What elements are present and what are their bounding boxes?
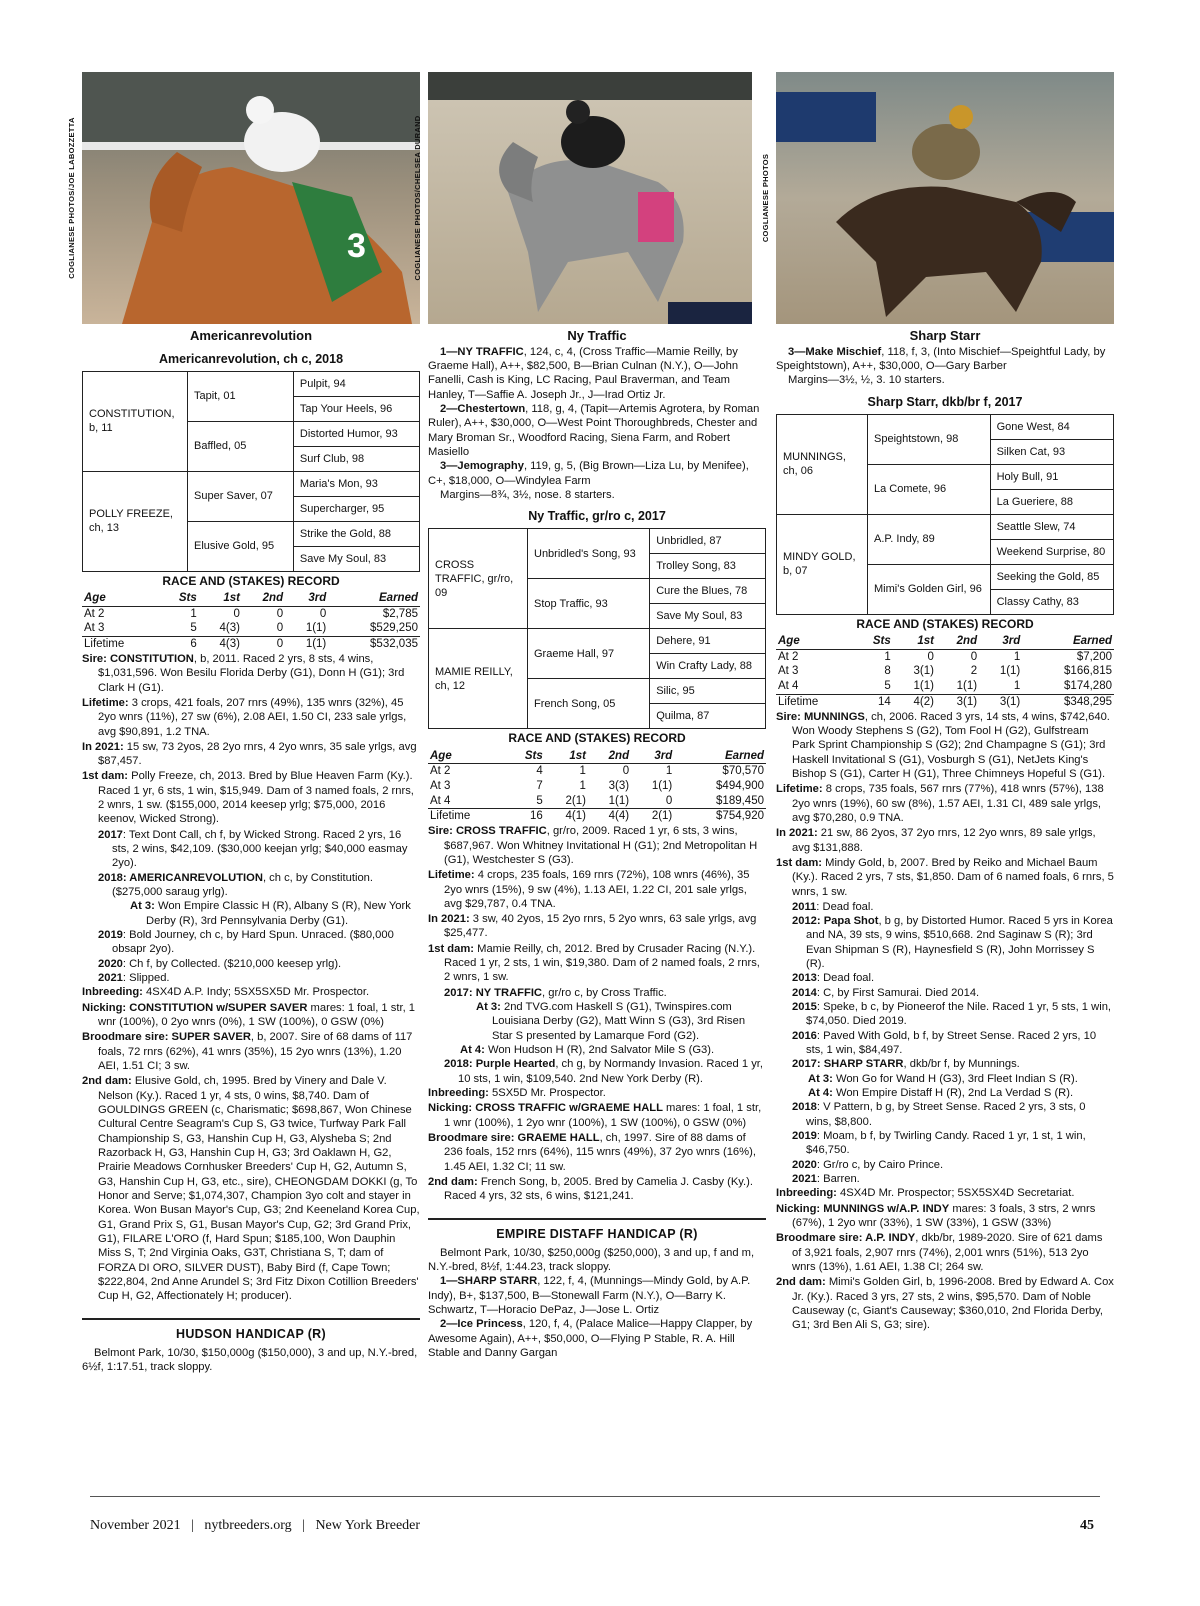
text-paragraph: 1st dam: Mindy Gold, b, 2007. Bred by Reiko and Michael Baum (Ky.). Raced 2 yrs, 7 sts, $1,850. Dam of 6 named foals, 6 rnrs, 5 wnrs, 1 sw. xyxy=(776,856,1114,898)
text-paragraph: At 3: Won Empire Classic H (R), Albany S (R), New York Derby (R), 3rd Pennsylvania Derby (G1). xyxy=(130,900,411,927)
dam-cell: MAMIE REILLY, ch, 12 xyxy=(429,629,528,729)
text-paragraph: Broodmare sire: GRAEME HALL, ch, 1997. Sire of 88 dams of 236 foals, 152 rnrs (64%), 115 wnrs (49%), 37 2yo wnrs (16%), 1.45 AEI, 1.32 CI; 11 sw. xyxy=(428,1132,756,1173)
text-paragraph: Lifetime: 8 crops, 735 foals, 567 rnrs (77%), 418 wnrs (57%), 138 2yo wnrs (19%), 60 sw (8%), 1.57 AEI, 1.31 CI, 489 sale yrlgs, avg $70,280, 0.9 TNA. xyxy=(776,783,1104,824)
record-header: Sts xyxy=(160,591,199,606)
record-cell: 4 xyxy=(536,765,543,778)
record-cell: Lifetime xyxy=(776,694,854,709)
text-paragraph: Nicking: CONSTITUTION w/SUPER SAVER mares: 1 foal, 1 str, 1 wnr (100%), 0 2yo wnrs (0%), 1 SW (100%), 0 GSW (0%) xyxy=(82,1001,416,1029)
record-cell: 0 xyxy=(276,607,284,620)
text-paragraph: At 3: 2nd TVG.com Haskell S (G1), Twinspires.com Louisiana Derby (G2), Matt Winn S (G3), 3rd Risen Star S presented by Lamarque Ford (G2). xyxy=(476,1001,746,1042)
record-cell: $529,250 xyxy=(370,622,418,635)
text-paragraph: 1—NY TRAFFIC, 124, c, 4, (Cross Traffic—Mamie Reilly, by Graeme Hall), A++, $82,500, B—Brian Culnan (N.Y.), O—John Fanelli, Cash is King, LC Racing, Paul Braverman, and Team Hanley, T—Saffie A. Joseph Jr., J—Irad Ortiz Jr. xyxy=(428,345,739,401)
sire-cell: MUNNINGS, ch, 06 xyxy=(777,414,868,514)
text-paragraph: 2019: Moam, b f, by Twirling Candy. Raced 1 yr, 1 st, 1 win, $46,750. xyxy=(792,1130,1086,1157)
record-row xyxy=(776,694,1114,709)
race-results xyxy=(776,345,1114,388)
record-cell: At 3 xyxy=(778,665,799,678)
race-results xyxy=(428,345,766,503)
photo-caption: Sharp Starr xyxy=(909,328,981,343)
record-cell: 5 xyxy=(884,680,891,693)
pedigree-title: Americanrevolution, ch c, 2018 xyxy=(158,351,344,366)
record-cell: 1(1) xyxy=(999,665,1021,678)
race-details: Belmont Park, 10/30, $250,000g ($250,000), 3 and up, f and m, N.Y.-bred, 8½f, 1:44.23, track sloppy. xyxy=(428,1246,755,1274)
column-3 xyxy=(761,72,1114,1334)
record-cell: At 2 xyxy=(778,650,799,663)
record-cell: 1 xyxy=(579,765,586,778)
record-header: 2nd xyxy=(242,591,285,606)
pedigree-title: Sharp Starr, dkb/br f, 2017 xyxy=(867,394,1023,409)
text-paragraph: 2020: Gr/ro c, by Cairo Prince. xyxy=(792,1158,944,1171)
footer-rule xyxy=(90,1496,1100,1497)
record-cell: 0 xyxy=(927,650,934,663)
text-paragraph: 2nd dam: Elusive Gold, ch, 1995. Bred by Vinery and Dale V. Nelson (Ky.). Raced 1 yr, 4 sts, 0 wins, $8,740. Dam of GOULDINGS GREEN (c, Charismatic; $698,867, Won Chinese Cultural Centre Seagram's Cup S, G3 twice, Turfway Park Fall Championship S, G3, Hanshin Cup H, G3, Alysheba S; 2nd Razorback H, G3, Hanshin Cup H, G3; 3rd Oaklawn H, G2, Prairie Meadows Cornhusker Breeders' Cup H, G2, Autumn S, G3, Hanshin Cup H, G3, etc., sire), CHEONGDAM DOKKI (g, To Honor and Serve; $1,074,307, Champion 3yo colt and stayer in Korea. Won Busan Mayor's Cup, G3; 2nd Keeneland Korea Cup, G1, Grand Prix S, G1, Busan Mayor's Cup, G2; 3rd Grand Prix, G1), FILARE L'ORO (f, Hard Spun; $185,100, Won Dauphin Miss S, T; 2nd Virginia Oaks, G3T, Christiana S, T; dam of FORZA DI ORO, SILVER DUST), Baby Bird (f, Cape Town; $222,804, 2nd Anne Arundel S; 3rd Fitz Dixon Cotillion Breeders' Cup H, G2, Affectionately H; producer). xyxy=(82,1075,420,1303)
race-record-table xyxy=(776,634,1114,710)
dam-foals xyxy=(82,828,420,986)
breeding-info xyxy=(776,1186,1114,1332)
record-row xyxy=(428,764,766,779)
text-paragraph: At 4: Won Empire Distaff H (R), 2nd La Verdad S (R). xyxy=(808,1087,1074,1100)
record-title: RACE AND (STAKES) RECORD xyxy=(856,616,1034,631)
record-cell: At 2 xyxy=(430,765,451,778)
race-record-table xyxy=(82,591,420,652)
record-cell: 5 xyxy=(190,622,197,635)
footer: November 2021 | nytbreeders.org | New York Breeder xyxy=(90,1518,421,1533)
text-paragraph: In 2021: 15 sw, 73 2yos, 28 2yo rnrs, 4 2yo wnrs, 35 sale yrlgs, avg $87,457. xyxy=(82,740,417,768)
photo-caption: Ny Traffic xyxy=(567,328,627,343)
record-row xyxy=(428,794,766,809)
sire-info xyxy=(428,824,766,985)
record-cell: 1(1) xyxy=(608,794,630,807)
record-row xyxy=(776,664,1114,679)
record-cell: At 3 xyxy=(84,622,105,635)
record-cell: At 2 xyxy=(84,607,105,620)
record-row xyxy=(82,637,420,652)
record-cell: 3(3) xyxy=(608,780,630,793)
record-cell: 1(1) xyxy=(651,780,673,793)
text-paragraph: Margins—8¾, 3½, nose. 8 starters. xyxy=(440,488,615,501)
sire-info xyxy=(776,710,1114,899)
record-row xyxy=(82,621,420,636)
text-paragraph: 1st dam: Mamie Reilly, ch, 2012. Bred by Crusader Racing (N.Y.). Raced 1 yr, 2 sts, 1 win, $19,380. Dam of 2 named foals, 2 rnrs, 2 wnrs, 1 sw. xyxy=(428,942,760,984)
photo-credit: COGLIANESE PHOTOS xyxy=(761,153,771,243)
text-paragraph: Inbreeding: 4SX4D A.P. Indy; 5SX5SX5D Mr. Prospector. xyxy=(82,986,370,999)
text-paragraph: 1—SHARP STARR, 122, f, 4, (Munnings—Mindy Gold, by A.P. Indy), B+, $137,500, B—Stonewall Farm (N.Y.), O—Barry K. Schwartz, T—Horacio DePaz, J—Jose L. Ortiz xyxy=(428,1275,751,1317)
record-cell: Lifetime xyxy=(82,637,160,652)
record-cell: 8 xyxy=(884,665,891,678)
text-paragraph: 2014: C, by First Samurai. Died 2014. xyxy=(792,986,980,999)
record-cell: 1 xyxy=(665,765,673,778)
record-cell: 5 xyxy=(536,794,543,807)
sire-cell: CONSTITUTION, b, 11 xyxy=(83,371,188,471)
record-cell: 0 xyxy=(665,794,673,807)
record-header: Earned xyxy=(674,749,766,764)
record-header: 1st xyxy=(893,634,936,649)
text-paragraph: In 2021: 21 sw, 86 2yos, 37 2yo rnrs, 12 2yo wnrs, 89 sale yrlgs, avg $131,888. xyxy=(776,827,1096,854)
race-heading: HUDSON HANDICAP (R) xyxy=(82,1318,420,1342)
record-cell: 16 xyxy=(506,809,545,824)
record-cell: At 3 xyxy=(430,780,451,793)
record-cell: 0 xyxy=(276,622,284,635)
sire-cell: CROSS TRAFFIC, gr/ro, 09 xyxy=(429,529,528,629)
record-row xyxy=(776,679,1114,694)
record-cell: $532,035 xyxy=(328,637,420,652)
text-paragraph: Lifetime: 4 crops, 235 foals, 169 rnrs (72%), 108 wnrs (46%), 35 2yo wnrs (15%), 9 sw (4%), 1.13 AEI, 1.22 CI, 201 sale yrlgs, avg $29,787, 0.4 TNA. xyxy=(428,869,750,910)
record-cell: 1 xyxy=(579,780,586,793)
column-2 xyxy=(413,72,766,1360)
record-cell: 0 xyxy=(242,637,285,652)
record-header: Age xyxy=(428,749,506,764)
race-heading: EMPIRE DISTAFF HANDICAP (R) xyxy=(428,1218,766,1242)
text-paragraph: At 3: Won Go for Wand H (G3), 3rd Fleet Indian S (R). xyxy=(808,1072,1078,1085)
record-cell: $70,570 xyxy=(722,765,764,778)
text-paragraph: Margins—3½, ½, 3. 10 starters. xyxy=(788,374,945,387)
record-cell: $494,900 xyxy=(716,780,764,793)
horse-photo-americanrevolution xyxy=(82,72,420,324)
record-cell: 4(2) xyxy=(893,694,936,709)
dam-cell: POLLY FREEZE, ch, 13 xyxy=(83,471,188,571)
text-paragraph: In 2021: 3 sw, 40 2yos, 15 2yo rnrs, 5 2yo wnrs, 63 sale yrlgs, avg $25,477. xyxy=(428,913,757,940)
record-cell: 1 xyxy=(1013,680,1021,693)
horse-photo-ny-traffic xyxy=(428,72,766,324)
record-cell: $174,280 xyxy=(1064,680,1112,693)
text-paragraph: 2021: Barren. xyxy=(792,1173,860,1186)
record-cell: 2 xyxy=(970,665,978,678)
text-paragraph: 2011: Dead foal. xyxy=(792,900,874,913)
record-cell: 0 xyxy=(319,607,327,620)
record-header: 3rd xyxy=(979,634,1022,649)
text-paragraph: 2018: Purple Hearted, ch g, by Normandy Invasion. Raced 1 yr, 10 sts, 1 win, $109,540. 2nd New York Derby (R). xyxy=(444,1058,764,1085)
record-cell: 1(1) xyxy=(305,622,327,635)
record-cell: 7 xyxy=(536,780,543,793)
text-paragraph: Broodmare sire: SUPER SAVER, b, 2007. Sire of 68 dams of 117 foals, 72 rnrs (62%), 41 wnrs (35%), 15 2yo wnrs (13%), 1.20 AEI, 1.51 CI; 3 sw. xyxy=(82,1031,413,1073)
record-cell: 14 xyxy=(854,694,893,709)
column-1 xyxy=(67,72,420,1374)
record-title: RACE AND (STAKES) RECORD xyxy=(162,573,340,588)
text-paragraph: 2020: Ch f, by Collected. ($210,000 keesep yrlg). xyxy=(98,957,342,970)
record-header: 1st xyxy=(545,749,588,764)
record-cell: 1(1) xyxy=(285,637,328,652)
text-paragraph: 2nd dam: French Song, b, 2005. Bred by Camelia J. Casby (Ky.). Raced 4 yrs, 32 sts, 6 wins, $121,241. xyxy=(428,1176,753,1203)
pedigree-table: CROSS TRAFFIC, gr/ro, 09 Unbridled's Song, 93 Unbridled, 87 Trolley Song, 83 Stop Traffic, 93 Cure the Blues, 78 Save My Soul, 83 MAMIE REILLY, ch, 12 Graeme Hall, 97 Dehere, 91 Win Crafty Lady, 88 French Song, 05 Silic, 95 Quilma, 87 xyxy=(428,528,766,729)
text-paragraph: 2016: Paved With Gold, b f, by Street Sense. Raced 2 yrs, 10 sts, 1 win, $84,497. xyxy=(792,1029,1097,1057)
record-header: Earned xyxy=(328,591,420,606)
record-cell: 1(1) xyxy=(956,680,978,693)
text-paragraph: 2018: V Pattern, b g, by Street Sense. Raced 2 yrs, 3 sts, 0 wins, $8,800. xyxy=(792,1101,1086,1128)
record-cell: 0 xyxy=(970,650,978,663)
dam-cell: MINDY GOLD, b, 07 xyxy=(777,514,868,614)
footer-month: November 2021 xyxy=(90,1518,181,1533)
pedigree-table: MUNNINGS, ch, 06 Speightstown, 98 Gone West, 84 Silken Cat, 93 La Comete, 96 Holy Bull, 91 La Gueriere, 88 MINDY GOLD, b, 07 A.P. Indy, 89 Seattle Slew, 74 Weekend Surprise, 80 Mimi's Golden Girl, 96 Seeking the Gold, 85 Classy Cathy, 83 xyxy=(776,414,1114,615)
sire-info xyxy=(82,652,420,827)
record-cell: At 4 xyxy=(430,794,451,807)
record-cell: 0 xyxy=(233,607,240,620)
text-paragraph: 2019: Bold Journey, ch c, by Hard Spun. Unraced. ($80,000 obsapr 2yo). xyxy=(98,929,394,956)
record-row xyxy=(428,779,766,794)
text-paragraph: 1st dam: Polly Freeze, ch, 2013. Bred by Blue Heaven Farm (Ky.). Raced 1 yr, 6 sts, 1 win, $15,949. Dam of 3 named foals, 2 rnrs, 2 wnrs, 1 sw. ($155,000, 2014 keesep yrlg; $75,000, 2016 keenov, Wicked Strong). xyxy=(82,770,414,826)
text-paragraph: 2013: Dead foal. xyxy=(792,972,875,985)
record-header: Earned xyxy=(1022,634,1114,649)
race-record-table xyxy=(428,749,766,825)
svg-text:3: 3 xyxy=(347,227,366,265)
record-cell: 0 xyxy=(622,765,630,778)
text-paragraph: 2—Ice Princess, 120, f, 4, (Palace Malice—Happy Clapper, by Awesome Again), A++, $50,000, O—Flying P Stable, R. A. Hill Stable and Danny Gargan xyxy=(428,1318,753,1360)
breeding-info xyxy=(82,985,420,1303)
text-paragraph: 2017: SHARP STARR, dkb/br f, by Munnings. xyxy=(792,1058,1020,1071)
text-paragraph: Broodmare sire: A.P. INDY, dkb/br, 1989-2020. Sire of 621 dams of 3,921 foals, 2,907 rnrs (74%), 2,001 wnrs (51%), 513 2yo wnrs (13%), 1.61 AEI, 1.38 CI; 264 sw. xyxy=(776,1232,1103,1274)
record-row xyxy=(82,606,420,621)
text-paragraph: Lifetime: 3 crops, 421 foals, 207 rnrs (49%), 135 wnrs (32%), 45 2yo wnrs (11%), 27 sw (6%), 2.08 AEI, 1.50 CI, 233 sale yrlgs, avg $90,891, 1.2 TNA. xyxy=(82,696,407,738)
text-paragraph: Inbreeding: 4SX4D Mr. Prospector; 5SX5SX4D Secretariat. xyxy=(776,1187,1075,1200)
photo-credit: COGLIANESE PHOTOS/CHELSEA DURAND xyxy=(413,115,423,281)
page-number: 45 xyxy=(1080,1518,1094,1533)
record-cell: 3(1) xyxy=(936,694,979,709)
text-paragraph: 2017: Text Dont Call, ch f, by Wicked Strong. Raced 2 yrs, 16 sts, 2 wins, $42,109. ($30,000 keejan yrlg; $40,000 easmay 2yo). xyxy=(98,828,408,870)
record-cell: 4(4) xyxy=(588,809,631,824)
text-paragraph: Sire: CONSTITUTION, b, 2011. Raced 2 yrs, 8 sts, 4 wins, $1,031,596. Won Besilu Florida Derby (G1), Donn H (G1); 3rd Clark H (G1). xyxy=(82,652,405,694)
record-cell: 4(1) xyxy=(545,809,588,824)
dam-foals xyxy=(776,900,1114,1187)
text-paragraph: 2—Chestertown, 118, g, 4, (Tapit—Artemis Agrotera, by Roman Ruler), A++, $30,000, O—West Point Thoroughbreds, Chester and Mary Broman Sr., Woodford Racing, Siena Farm, and Robert Masiello xyxy=(428,402,760,458)
record-header: 2nd xyxy=(936,634,979,649)
text-paragraph: 2018: AMERICANREVOLUTION, ch c, by Constitution. ($275,000 saraug yrlg). xyxy=(98,871,373,899)
record-cell: At 4 xyxy=(778,680,799,693)
text-paragraph: 2015: Speke, b c, by Pioneerof the Nile. Raced 1 yr, 5 sts, 1 win, $74,050. Died 2019. xyxy=(792,1001,1112,1028)
breeding-info xyxy=(428,1086,766,1204)
race-results xyxy=(428,1274,766,1360)
dam-foals xyxy=(428,986,766,1086)
record-cell: 2(1) xyxy=(631,809,674,824)
text-paragraph: 2017: NY TRAFFIC, gr/ro c, by Cross Traffic. xyxy=(444,986,667,999)
record-header: Sts xyxy=(854,634,893,649)
text-paragraph: 2nd dam: Mimi's Golden Girl, b, 1996-2008. Bred by Edward A. Cox Jr. (Ky.). Raced 3 yrs, 27 sts, 2 wins, $95,570. Dam of Noble Causeway (c, Giant's Causeway; $360,010, 2nd Florida Derby, G1; 3rd Ben Ali S, G3; sire). xyxy=(776,1276,1114,1332)
text-paragraph: Sire: CROSS TRAFFIC, gr/ro, 2009. Raced 1 yr, 6 sts, 3 wins, $687,967. Won Whitney Invitational H (G1); 2nd Metropolitan H (G1), Westchester S (G3). xyxy=(428,825,758,866)
pedigree-table: CONSTITUTION, b, 11 Tapit, 01 Pulpit, 94 Tap Your Heels, 96 Baffled, 05 Distorted Humor, 93 Surf Club, 98 POLLY FREEZE, ch, 13 Super Saver, 07 Maria's Mon, 93 Supercharger, 95 Elusive Gold, 95 Strike the Gold, 88 Save My Soul, 83 xyxy=(82,371,420,572)
record-cell: $2,785 xyxy=(382,607,418,620)
record-header: 1st xyxy=(199,591,242,606)
text-paragraph: At 4: Won Hudson H (R), 2nd Salvator Mile S (G3). xyxy=(460,1044,715,1057)
record-cell: Lifetime xyxy=(428,809,506,824)
record-cell: 4(3) xyxy=(199,637,242,652)
race-details: Belmont Park, 10/30, $150,000g ($150,000), 3 and up, N.Y.-bred, 6½f, 1:17.51, track sloppy. xyxy=(82,1346,418,1373)
horse-photo-sharp-starr xyxy=(776,72,1114,324)
footer-publication: New York Breeder xyxy=(315,1518,421,1533)
record-header: 2nd xyxy=(588,749,631,764)
record-cell: 3(1) xyxy=(913,665,934,678)
text-paragraph: 2012: Papa Shot, b g, by Distorted Humor. Raced 5 yrs in Korea and NA, 39 sts, 9 wins, $510,668. 2nd Saginaw S (R); 3rd Evan Shipman S (R), Haynesfield S (R), John Morrissey S (R). xyxy=(792,915,1113,971)
record-title: RACE AND (STAKES) RECORD xyxy=(508,731,686,746)
record-row xyxy=(776,649,1114,664)
record-cell: 1 xyxy=(884,650,891,663)
record-header: Age xyxy=(776,634,854,649)
record-cell: 1(1) xyxy=(913,680,934,693)
record-cell: $7,200 xyxy=(1076,650,1112,663)
photo-caption: Americanrevolution xyxy=(189,328,313,343)
text-paragraph: Nicking: CROSS TRAFFIC w/GRAEME HALL mares: 1 foal, 1 str, 1 wnr (100%), 1 2yo wnr (100%), 1 SW (100%), 0 GSW (0%) xyxy=(428,1102,762,1129)
text-paragraph: Inbreeding: 5SX5D Mr. Prospector. xyxy=(428,1087,606,1100)
text-paragraph: 2021: Slipped. xyxy=(98,972,170,985)
text-paragraph: Sire: MUNNINGS, ch, 2006. Raced 3 yrs, 14 sts, 4 wins, $742,640. Won Woody Stephens S (G2), Tom Fool H (G2), Gulfstream Park Sprint Championship S (G2); 2nd Champagne S (G1); 3rd Haskell Invitational S (G1), Vosburgh S (G1), NetJets King's Bishop S (G1), Carter H (G1), Three Chimneys Hopeful S (G1). xyxy=(776,710,1110,780)
record-cell: 6 xyxy=(160,637,199,652)
record-cell: $754,920 xyxy=(674,809,766,824)
pedigree-title: Ny Traffic, gr/ro c, 2017 xyxy=(528,509,666,524)
record-cell: $166,815 xyxy=(1064,665,1112,678)
photo-credit: COGLIANESE PHOTOS/JOE LABOZZETTA xyxy=(67,117,77,279)
record-cell: $189,450 xyxy=(716,794,764,807)
record-header: 3rd xyxy=(631,749,674,764)
record-cell: 3(1) xyxy=(979,694,1022,709)
record-cell: 1 xyxy=(1013,650,1021,663)
record-row xyxy=(428,809,766,824)
record-cell: 1 xyxy=(190,607,197,620)
record-cell: $348,295 xyxy=(1022,694,1114,709)
record-cell: 4(3) xyxy=(219,622,240,635)
record-header: Sts xyxy=(506,749,545,764)
record-cell: 2(1) xyxy=(565,794,586,807)
text-paragraph: Nicking: MUNNINGS w/A.P. INDY mares: 3 foals, 3 strs, 2 wnrs (67%), 1 2yo wnr (33%), 1 SW (33%), 1 GSW (33%) xyxy=(776,1202,1096,1230)
text-paragraph: 3—Jemography, 119, g, 5, (Big Brown—Liza Lu, by Menifee), C+, $18,000, O—Windylea Farm xyxy=(428,460,749,487)
record-header: Age xyxy=(82,591,160,606)
text-paragraph: 3—Make Mischief, 118, f, 3, (Into Mischief—Speightful Lady, by Speightstown), A++, $30,000, O—Gary Barber xyxy=(776,345,1106,372)
record-header: 3rd xyxy=(285,591,328,606)
footer-site-link[interactable]: nytbreeders.org xyxy=(204,1518,292,1533)
